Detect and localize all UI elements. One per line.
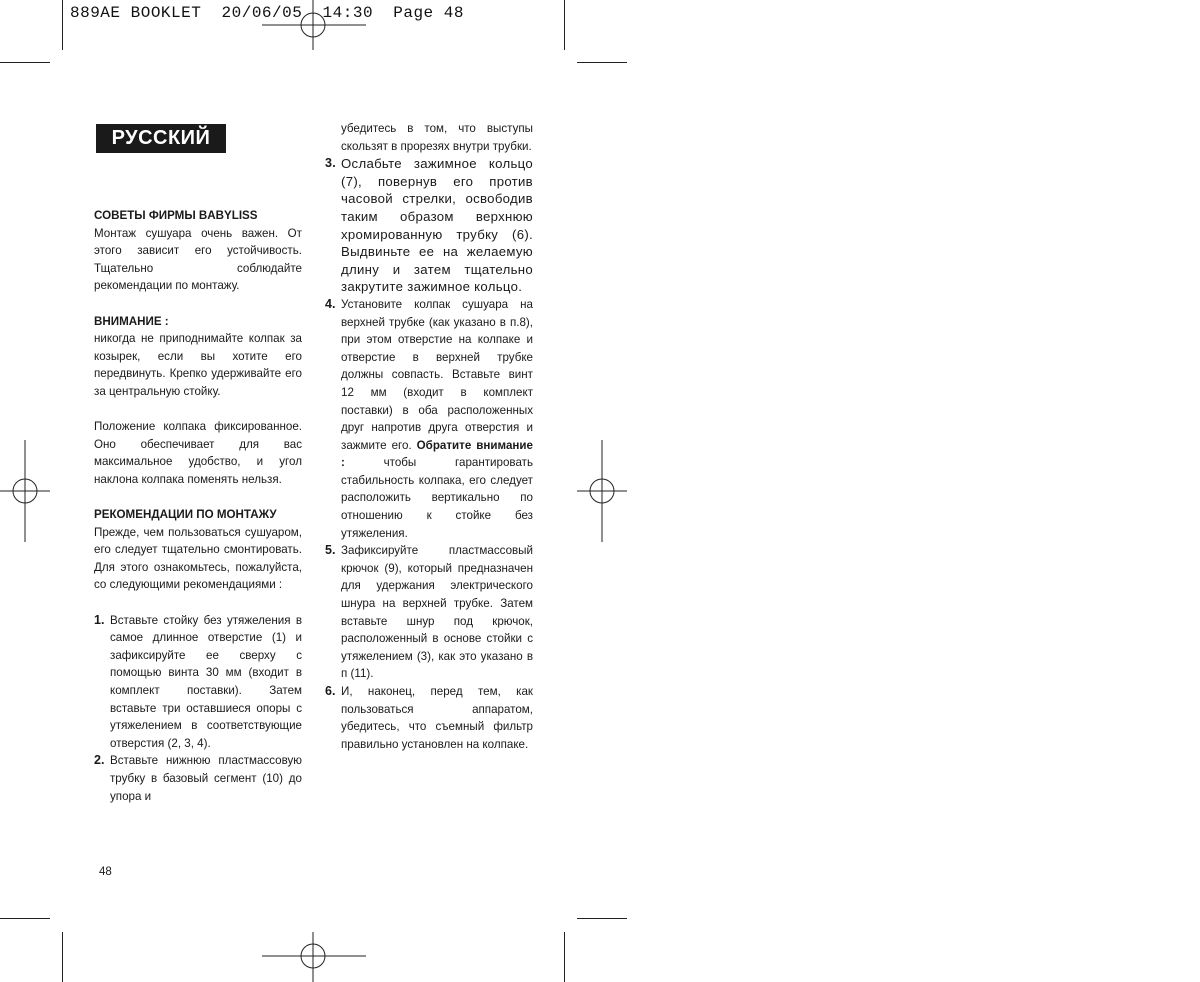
step-4-note-text: чтобы гарантировать стабильность колпака, его следует расположить вертикально по отношению к стойке без утяжеления.: [341, 456, 533, 540]
page-number: 48: [99, 866, 112, 878]
crop-mark-bottom-left-v: [62, 932, 63, 982]
crop-mark-top-right-v: [564, 0, 565, 50]
step-3: [325, 155, 533, 296]
advice-title: СОВЕТЫ ФИРМЫ BABYLISS: [94, 209, 258, 222]
warning-title: ВНИМАНИЕ :: [94, 314, 169, 328]
step-5: [325, 542, 533, 683]
step-3-text: Ослабьте зажимное кольцо (7), повернув его против часовой стрелки, освободив таким образом верхнюю хромированную трубку (6). Выдвиньте ее на желаемую длину и затем тщательно закрутите зажимное кольцо.: [341, 156, 533, 295]
step-3-number: 3.: [325, 156, 337, 171]
right-column: [325, 120, 533, 753]
step-4-note-label: Обратите внимание :: [341, 438, 533, 470]
crop-mark-bottom-left-h: [0, 918, 50, 919]
registration-mark-top: [262, 0, 366, 50]
left-column: [94, 207, 302, 805]
step-6-number: 6.: [325, 684, 336, 698]
step-2-continued-text: убедитесь в том, что выступы скользят в прорезях внутри трубки.: [341, 122, 533, 153]
registration-mark-left: [0, 440, 50, 542]
step-2-number: 2.: [94, 753, 105, 768]
warning-text: никогда не приподнимайте колпак за козырек, если вы хотите его передвинуть. Крепко удерживайте его за центральную стойку.: [94, 332, 302, 398]
step-6: [325, 683, 533, 753]
step-5-number: 5.: [325, 543, 336, 558]
position-text: Положение колпака фиксированное. Оно обеспечивает для вас максимальное удобство, и угол наклона колпака поменять нельзя.: [94, 420, 302, 486]
step-2: [94, 752, 302, 805]
step-4-text: Установите колпак сушуара на верхней трубке (как указано в п.8), при этом отверстие на колпаке и отверстие в верхней трубке должны совпасть. Вставьте винт 12 мм (входит в комплект поставки) в оба расположенных друг напротив друга отверстия и зажмите его.: [341, 297, 533, 452]
registration-mark-right: [577, 440, 627, 542]
step-5-text: Зафиксируйте пластмассовый крючок (9), который предназначен для удержания электрического шнура на верхней трубке. Затем вставьте шнур под крючок, расположенный в основе стойки с утяжелением (3), как это указано в п (11).: [341, 544, 533, 681]
step-4: [325, 296, 533, 542]
step-6-text: И, наконец, перед тем, как пользоваться аппаратом, убедитесь, что съемный фильтр правильно установлен на колпаке.: [341, 685, 533, 751]
crop-mark-bottom-right-v: [564, 932, 565, 982]
registration-mark-bottom: [262, 932, 366, 982]
language-badge: РУССКИЙ: [96, 124, 226, 153]
step-1-text: Вставьте стойку без утяжеления в самое длинное отверстие (1) и зафиксируйте ее сверху с помощью винта 30 мм (входит в комплект поставки). Затем вставьте три оставшиеся опоры с утяжелением в соответствующие отверстия (2, 3, 4).: [110, 613, 302, 750]
step-4-number: 4.: [325, 296, 336, 311]
crop-mark-top-right-h: [577, 62, 627, 63]
step-1: [94, 612, 302, 753]
mount-title: РЕКОМЕНДАЦИИ ПО МОНТАЖУ: [94, 508, 277, 522]
step-2-text: Вставьте нижнюю пластмассовую трубку в базовый сегмент (10) до упора и: [110, 754, 302, 803]
crop-mark-top-left-v: [62, 0, 63, 50]
step-2-continued: [325, 120, 533, 155]
mount-intro: Прежде, чем пользоваться сушуаром, его следует тщательно смонтировать. Для этого ознакомьтесь, пожалуйста, со следующими рекомендациями :: [94, 525, 302, 592]
print-slug: 889AE BOOKLET 20/06/05 14:30 Page 48: [70, 4, 464, 22]
crop-mark-bottom-right-h: [577, 918, 627, 919]
step-1-number: 1.: [94, 612, 105, 627]
crop-mark-top-left-h: [0, 62, 50, 63]
advice-text: Монтаж сушуара очень важен. От этого зависит его устойчивость. Тщательно соблюдайте рекомендации по монтажу.: [94, 226, 302, 293]
